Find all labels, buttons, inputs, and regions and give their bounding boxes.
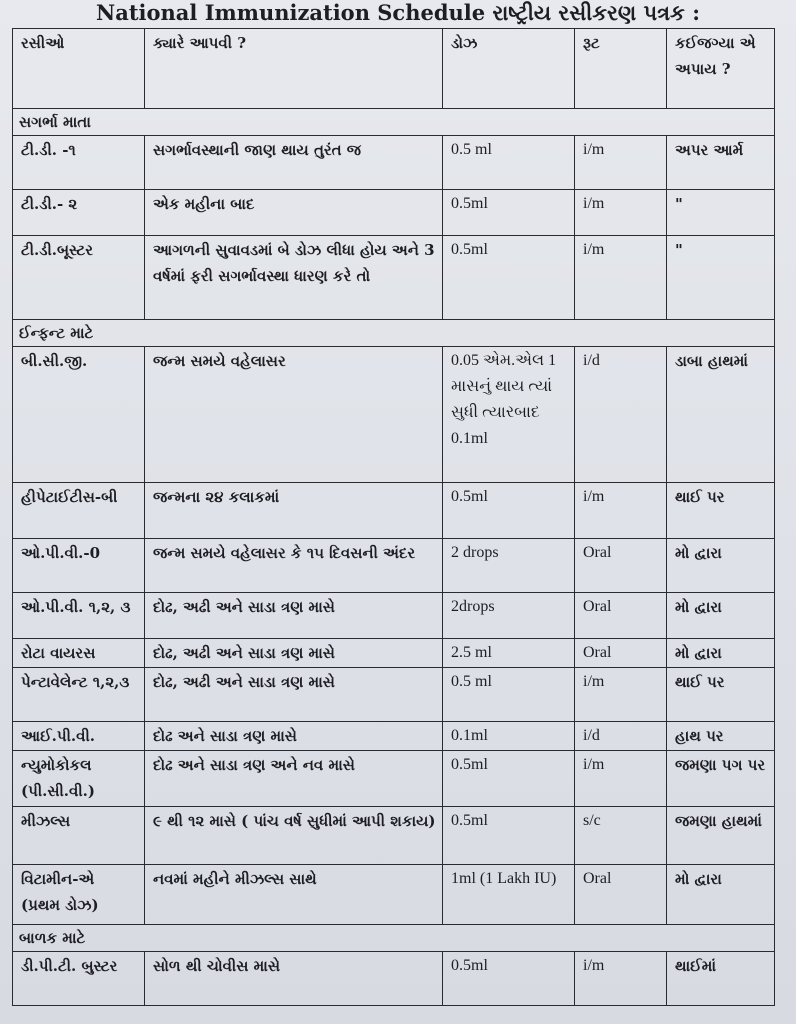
cell-site: હાથ પર (667, 722, 775, 751)
section-label: સગર્ભા માતા (13, 109, 775, 136)
cell-dose: 0.5 ml (443, 668, 575, 722)
cell-route: i/m (575, 668, 667, 722)
cell-dose: 1ml (1 Lakh IU) (443, 865, 575, 925)
cell-site: " (667, 190, 775, 236)
cell-vaccine: ડી.પી.ટી. બુસ્ટર (13, 952, 145, 1006)
header-route: રૂટ (575, 29, 667, 109)
header-site: કઈજગ્યા એ અપાય ? (667, 29, 775, 109)
cell-site: " (667, 236, 775, 320)
cell-site: ડાબા હાથમાં (667, 347, 775, 483)
section-row-infant (13, 320, 775, 347)
table-row (13, 236, 775, 320)
cell-when: સગર્ભાવસ્થાની જાણ થાય તુરંત જ (145, 136, 443, 190)
cell-dose: 0.5ml (443, 952, 575, 1006)
cell-when: સોળ થી ચોવીસ માસે (145, 952, 443, 1006)
cell-when: એક મહીના બાદ (145, 190, 443, 236)
cell-route: i/m (575, 136, 667, 190)
cell-site: થાઈ પર (667, 483, 775, 539)
cell-when: દોઢ, અઢી અને સાડા ત્રણ માસે (145, 639, 443, 668)
cell-vaccine: ટી.ડી.- ૨ (13, 190, 145, 236)
cell-when: નવમાં મહીને મીઝલ્સ સાથે (145, 865, 443, 925)
table-header-row (13, 29, 775, 109)
table-row (13, 136, 775, 190)
cell-route: i/m (575, 952, 667, 1006)
cell-route: i/m (575, 236, 667, 320)
header-vaccine: રસીઓ (13, 29, 145, 109)
cell-dose: 0.05 એમ.એલ 1 માસનું થાય ત્યાં સુધી ત્યારબાદ 0.1ml (443, 347, 575, 483)
cell-route: i/m (575, 190, 667, 236)
cell-when: આગળની સુવાવડમાં બે ડોઝ લીધા હોય અને 3 વર્ષમાં ફરી સગર્ભાવસ્થા ધારણ કરે તો (145, 236, 443, 320)
cell-route: i/d (575, 722, 667, 751)
cell-vaccine: રોટા વાયરસ (13, 639, 145, 668)
cell-when: જન્મ સમયે વહેલાસર કે ૧૫ દિવસની અંદર (145, 539, 443, 593)
table-row (13, 483, 775, 539)
cell-site: મો દ્વારા (667, 593, 775, 639)
cell-dose: 0.5ml (443, 483, 575, 539)
cell-vaccine: ટી.ડી.બૂસ્ટર (13, 236, 145, 320)
cell-dose: 0.5ml (443, 751, 575, 807)
header-dose: ડોઝ (443, 29, 575, 109)
cell-route: Oral (575, 593, 667, 639)
cell-dose: 0.5ml (443, 190, 575, 236)
cell-dose: 0.5 ml (443, 136, 575, 190)
cell-when: દોઢ, અઢી અને સાડા ત્રણ માસે (145, 668, 443, 722)
cell-route: Oral (575, 539, 667, 593)
table-row (13, 190, 775, 236)
cell-site: મો દ્વારા (667, 539, 775, 593)
cell-site: અપર આર્મ (667, 136, 775, 190)
cell-when: દોઢ અને સાડા ત્રણ માસે (145, 722, 443, 751)
cell-when: ૯ થી ૧૨ માસે ( પાંચ વર્ષ સુધીમાં આપી શકાય) (145, 807, 443, 865)
table-row (13, 347, 775, 483)
section-row-pregnant (13, 109, 775, 136)
document-title: National Immunization Schedule રાષ્ટ્રીય રસીકરણ પત્રક : (96, 0, 700, 25)
table-row (13, 722, 775, 751)
section-label: ઈન્ફન્ટ માટે (13, 320, 775, 347)
cell-vaccine: ટી.ડી. -૧ (13, 136, 145, 190)
cell-site: મો દ્વારા (667, 639, 775, 668)
cell-dose: 0.1ml (443, 722, 575, 751)
cell-route: Oral (575, 865, 667, 925)
table-row (13, 668, 775, 722)
cell-site: થાઈ પર (667, 668, 775, 722)
cell-route: i/m (575, 751, 667, 807)
cell-vaccine: હીપેટાઈટીસ-બી (13, 483, 145, 539)
cell-dose: 2drops (443, 593, 575, 639)
cell-route: i/m (575, 483, 667, 539)
cell-vaccine: બી.સી.જી. (13, 347, 145, 483)
table-row (13, 952, 775, 1006)
cell-when: જન્મના ૨૪ કલાકમાં (145, 483, 443, 539)
immunization-table (12, 28, 775, 1006)
table-row (13, 639, 775, 668)
cell-route: s/c (575, 807, 667, 865)
cell-vaccine: મીઝલ્સ (13, 807, 145, 865)
cell-site: થાઈમાં (667, 952, 775, 1006)
cell-route: Oral (575, 639, 667, 668)
section-row-child (13, 925, 775, 952)
cell-site: જમણા પગ પર (667, 751, 775, 807)
cell-vaccine: વિટામીન-એ (પ્રથમ ડોઝ) (13, 865, 145, 925)
table-row (13, 751, 775, 807)
section-label: બાળક માટે (13, 925, 775, 952)
cell-site: જમણા હાથમાં (667, 807, 775, 865)
table-row (13, 807, 775, 865)
cell-vaccine: ઓ.પી.વી.-0 (13, 539, 145, 593)
cell-when: દોઢ અને સાડા ત્રણ અને નવ માસે (145, 751, 443, 807)
header-when: ક્યારે આપવી ? (145, 29, 443, 109)
cell-when: જન્મ સમયે વહેલાસર (145, 347, 443, 483)
cell-dose: 2.5 ml (443, 639, 575, 668)
cell-site: મો દ્વારા (667, 865, 775, 925)
cell-route: i/d (575, 347, 667, 483)
cell-dose: 0.5ml (443, 236, 575, 320)
cell-when: દોઢ, અઢી અને સાડા ત્રણ માસે (145, 593, 443, 639)
cell-dose: 2 drops (443, 539, 575, 593)
table-row (13, 865, 775, 925)
cell-dose: 0.5ml (443, 807, 575, 865)
table-row (13, 539, 775, 593)
table-row (13, 593, 775, 639)
cell-vaccine: આઈ.પી.વી. (13, 722, 145, 751)
cell-vaccine: ન્યુમોકોકલ (પી.સી.વી.) (13, 751, 145, 807)
cell-vaccine: ઓ.પી.વી. ૧,૨, ૩ (13, 593, 145, 639)
cell-vaccine: પેન્ટાવેલેન્ટ ૧,૨,૩ (13, 668, 145, 722)
